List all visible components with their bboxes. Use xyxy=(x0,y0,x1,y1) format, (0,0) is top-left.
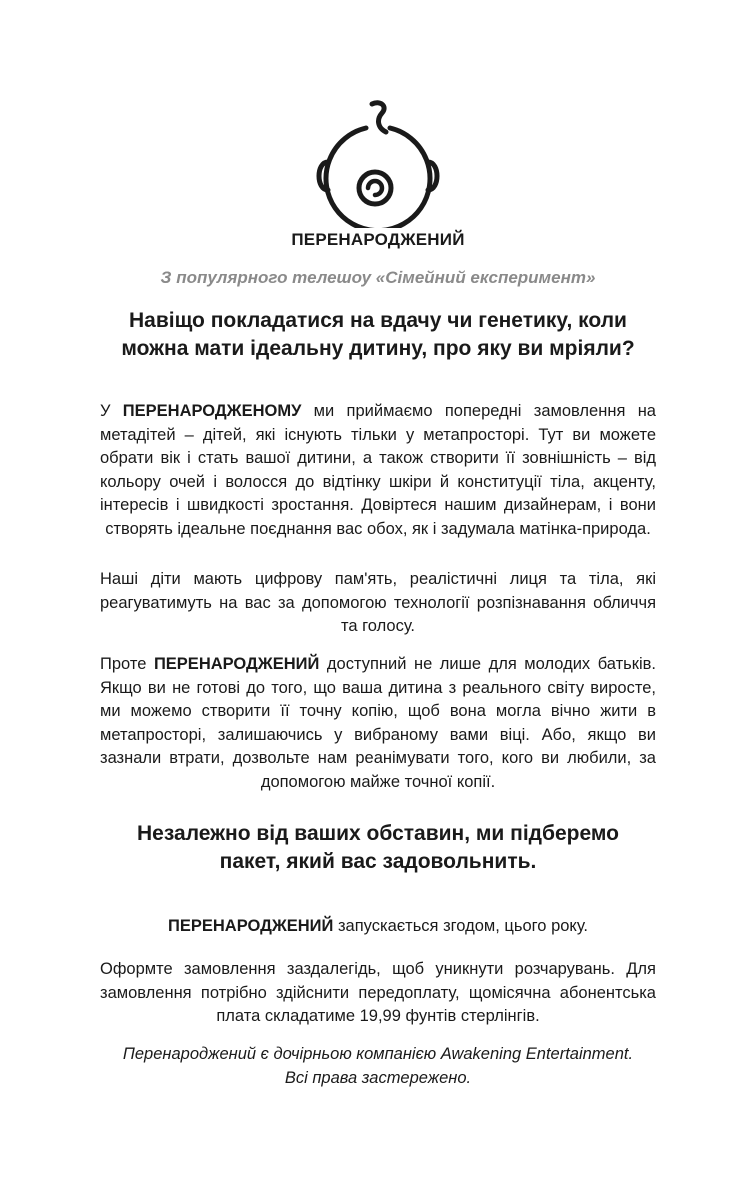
brand-title: ПЕРЕНАРОДЖЕНИЙ xyxy=(291,230,465,249)
headline-primary-line1: Навіщо покладатися на вдачу чи генетику, коли xyxy=(129,309,627,332)
paragraph-availability-prefix: Проте xyxy=(100,655,154,673)
paragraph-features xyxy=(100,568,656,639)
paragraph-availability xyxy=(100,653,656,794)
paragraph-launch xyxy=(100,915,656,939)
paragraph-ordering-text: Оформте замовлення заздалегідь, щоб уникнути розчарувань. Для замовлення потрібно здійснити передоплату, щомісячна абонентська плата складатиме 19,99 фунтів стерлінгів. xyxy=(100,960,656,1025)
paragraph-intro-prefix: У xyxy=(100,402,123,420)
paragraph-availability-brand: ПЕРЕНАРОДЖЕНИЙ xyxy=(153,655,320,673)
headline-primary-line2: можна мати ідеальну дитину, про яку ви мріяли? xyxy=(121,337,635,360)
footer-legal xyxy=(100,1043,656,1090)
subtitle: З популярного телешоу «Сімейний експеримент» xyxy=(160,268,596,287)
footer-legal-line1: Перенароджений є дочірньою компанією Awakening Entertainment. xyxy=(122,1045,634,1063)
paragraph-launch-brand: ПЕРЕНАРОДЖЕНИЙ xyxy=(167,917,334,935)
footer-legal-line2: Всі права застережено. xyxy=(284,1068,472,1087)
baby-face-logo-icon xyxy=(308,96,448,228)
paragraph-features-text: Наші діти мають цифрову пам'ять, реалістичні лиця та тіла, які реагуватимуть на вас за допомогою технології розпізнавання обличчя та голосу. xyxy=(100,570,656,635)
headline-primary xyxy=(80,307,676,363)
paragraph-intro-brand: ПЕРЕНАРОДЖЕНОМУ xyxy=(122,402,302,420)
paragraph-ordering xyxy=(100,958,656,1029)
paragraph-availability-text: доступний не лише для молодих батьків. Якщо ви не готові до того, що ваша дитина з реального світу виросте, ми можемо створити її точну копію, щоб вона могла вічно жити в метапросторі, залишаючись у вибраному вами віці. Або, якщо ви зазнали втрати, дозвольте нам реанімувати того, кого ви любили, за допомогою майже точної копії. xyxy=(100,655,656,791)
headline-secondary xyxy=(80,820,676,876)
paragraph-intro xyxy=(100,400,656,541)
paragraph-launch-text: запускається згодом, цього року. xyxy=(333,917,589,935)
headline-secondary-line1: Незалежно від ваших обставин, ми підберемо xyxy=(137,822,619,845)
paragraph-intro-text: ми приймаємо попередні замовлення на метадітей – дітей, які існують тільки у метапросторі. Тут ви можете обрати вік і стать вашої дитини, а також створити її зовнішність – від кольору очей і волосся до відтінку шкіри й конституції тіла, акценту, інтересів і швидкості зростання. Довіртеся нашим дизайнерам, і вони створять ідеальне поєднання вас обох, як і задумала матінка-природа. xyxy=(100,402,656,538)
headline-secondary-line2: пакет, який вас задовольнить. xyxy=(219,850,537,873)
